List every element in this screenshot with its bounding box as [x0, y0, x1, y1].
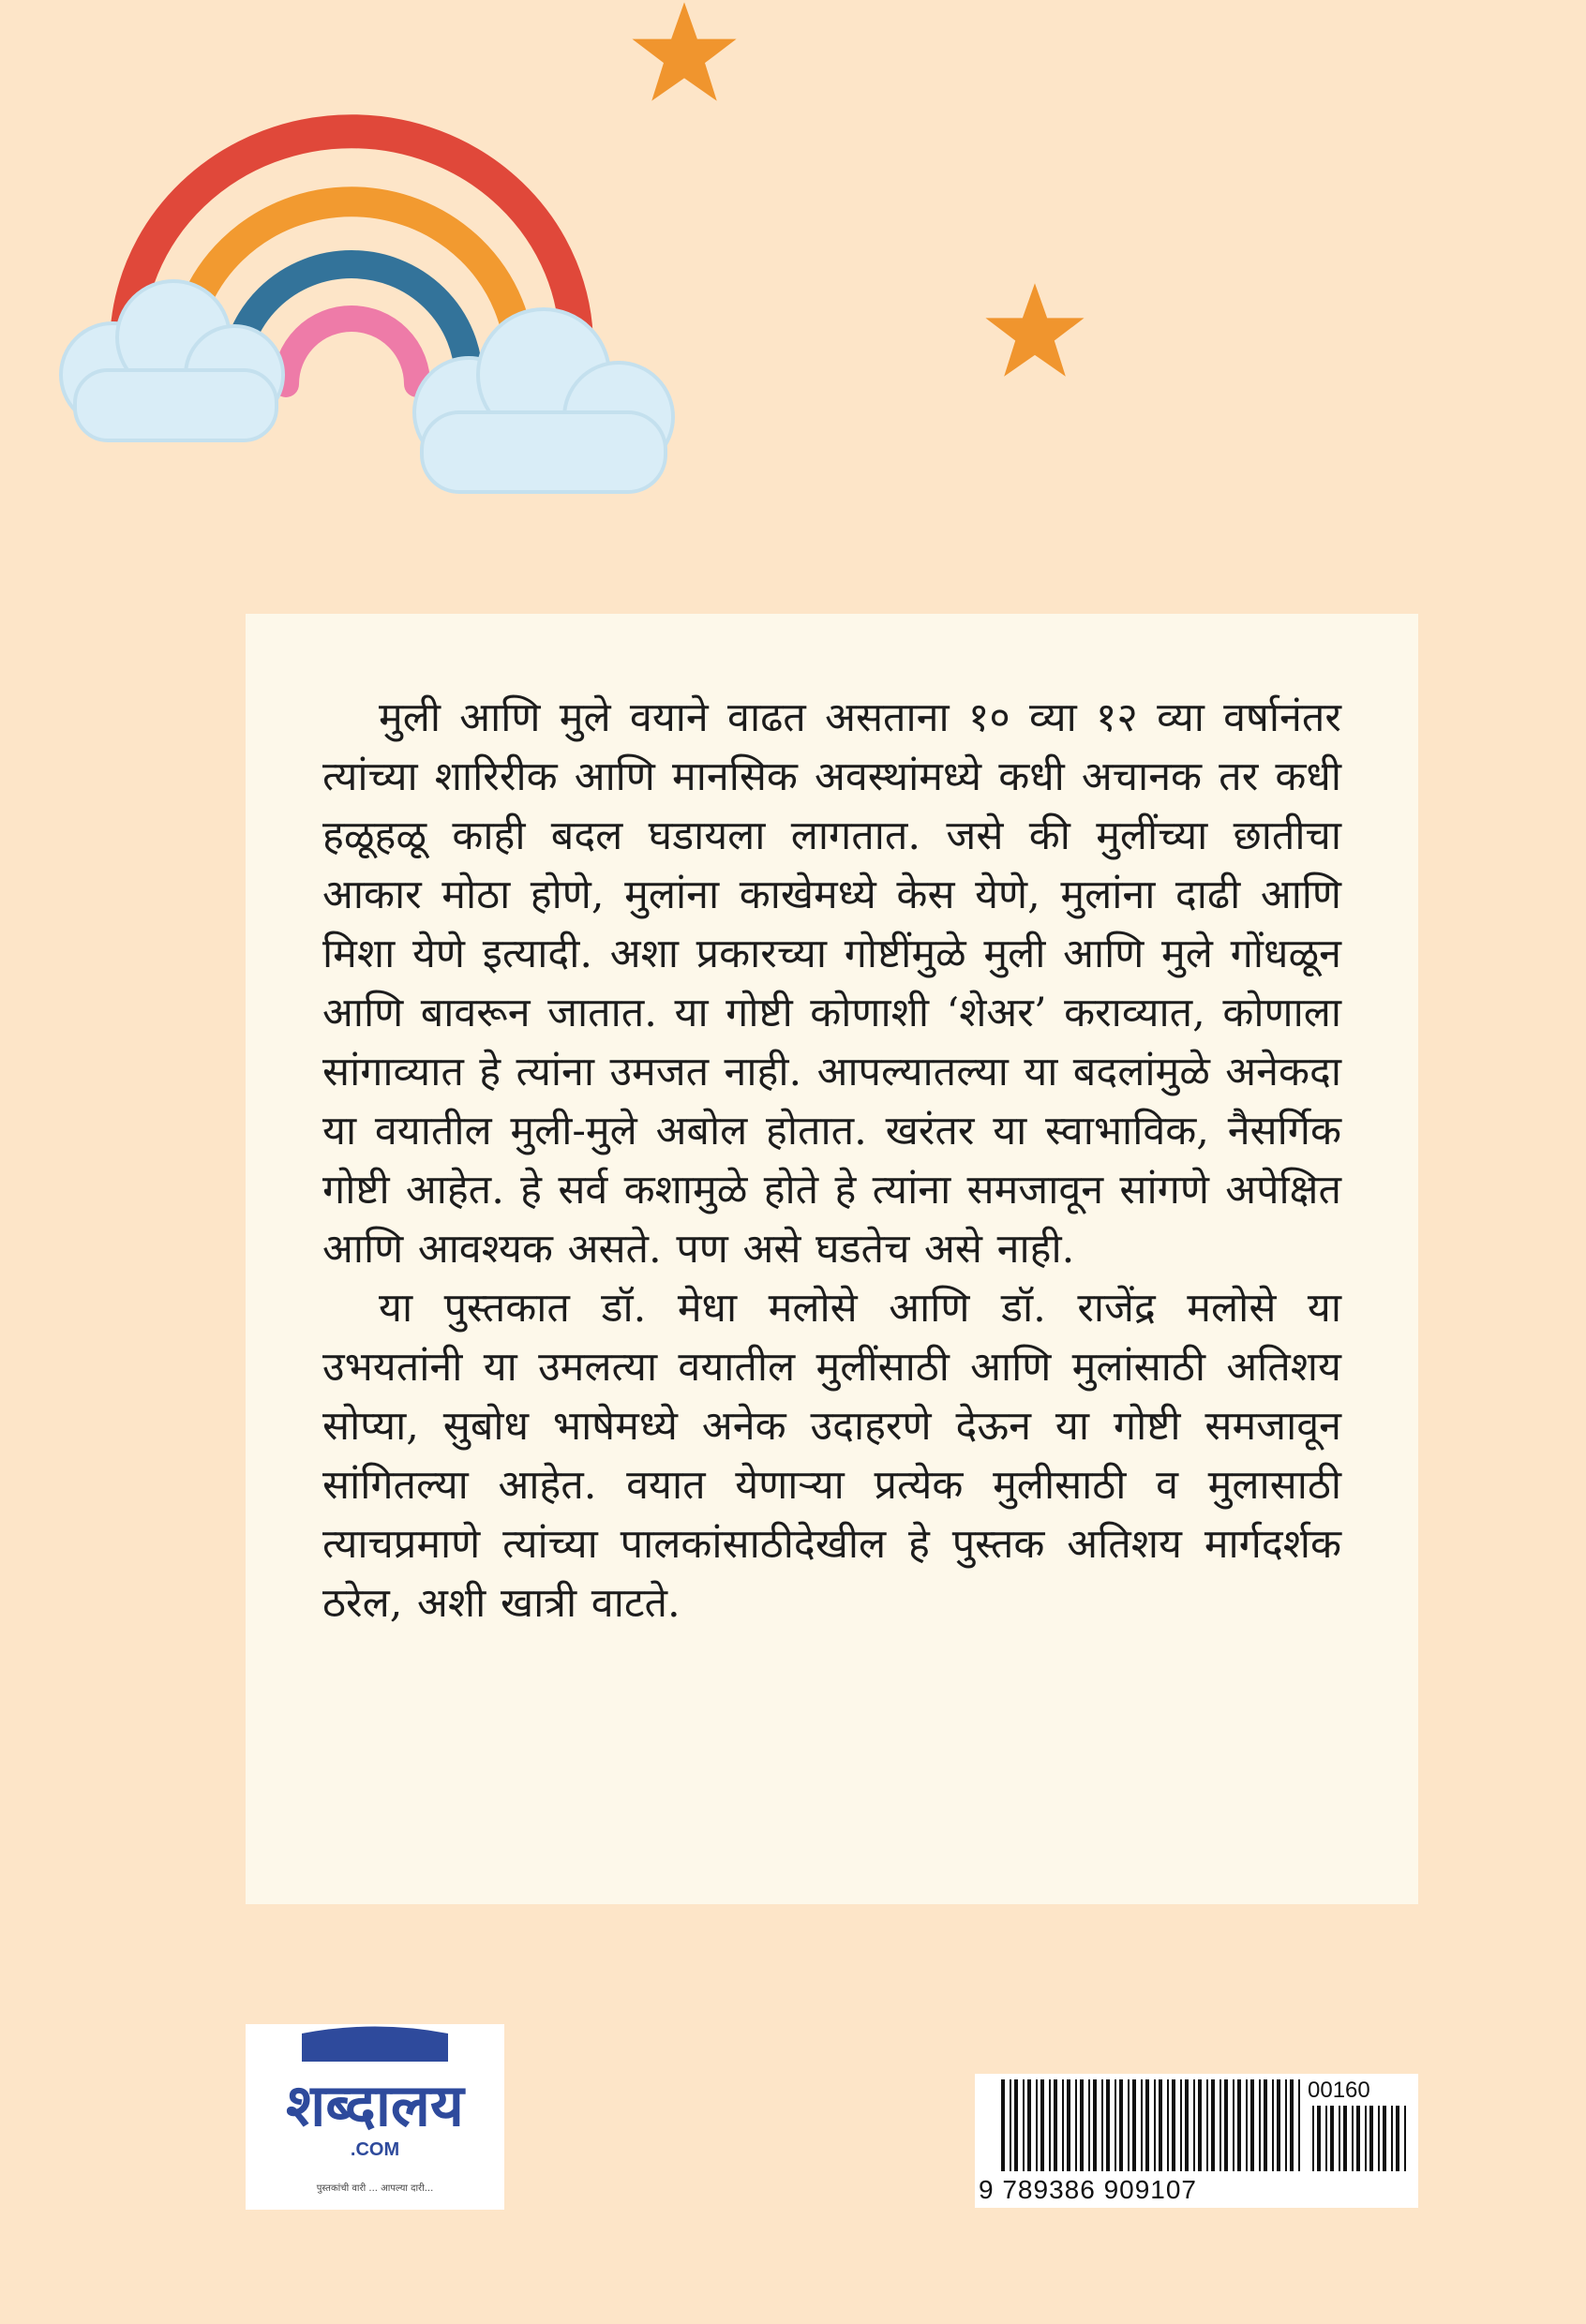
barcode-isbn-number: 9 789386 909107 — [979, 2175, 1197, 2204]
publisher-domain: .COM — [350, 2139, 400, 2160]
publisher-tagline: पुस्तकांची वारी ... आपल्या दारी... — [316, 2183, 434, 2194]
barcode-bars — [1001, 2079, 1301, 2171]
publisher-logo-mark — [246, 2024, 504, 2210]
publisher-logo — [246, 2024, 504, 2210]
barcode-price-code: 00160 — [1308, 2078, 1370, 2103]
blurb-paragraph: या पुस्तकात डॉ. मेधा मलोसे आणि डॉ. राजेंद्र मलोसे या उभयतांनी या उमलत्या वयातील मुलींसाठी आणि मुलांसाठी अतिशय सोप्या, सुबोध भाषेमध्ये अनेक उदाहरणे देऊन या गोष्टी समजावून सांगितल्या आहेत. वयात येणाऱ्या प्रत्येक मुलीसाठी व मुलासाठी त्याचप्रमाणे त्यांच्या पालकांसाठीदेखील हे पुस्तक अतिशय मार्गदर्शक ठरेल, अशी खात्री वाटते. — [322, 1285, 1341, 1627]
isbn-barcode — [975, 2074, 1418, 2208]
barcode-addon-bars — [1312, 2106, 1406, 2171]
star-icon — [628, 0, 741, 103]
blurb-paragraph: मुली आणि मुले वयाने वाढत असताना १० व्या १२ व्या वर्षानंतर त्यांच्या शारिरीक आणि मानसिक अवस्थांमध्ये कधी अचानक तर कधी हळूहळू काही बदल घडायला लागतात. जसे की मुलींच्या छातीचा आकार मोठा होणे, मुलांना काखेमध्ये केस येणे, मुलांना दाढी आणि मिशा येणे इत्यादी. अशा प्रकारच्या गोष्टींमुळे मुली आणि मुले गोंधळून आणि बावरून जातात. या गोष्टी कोणाशी ‘शेअर’ कराव्यात, कोणाला सांगाव्यात हे त्यांना उमजत नाही. आपल्यातल्या या बदलांमुळे अनेकदा या वयातील मुली-मुले अबोल होतात. खरंतर या स्वाभाविक, नैसर्गिक गोष्टी आहेत. हे सर्व कशामुळे होते हे त्यांना समजावून सांगणे अपेक्षित आणि आवश्यक असते. पण असे घडतेच असे नाही. — [322, 694, 1341, 1273]
publisher-name: शब्दालय — [286, 2071, 464, 2139]
rainbow-illustration — [47, 103, 722, 515]
star-icon — [982, 281, 1087, 379]
blurb-panel — [246, 614, 1418, 1904]
